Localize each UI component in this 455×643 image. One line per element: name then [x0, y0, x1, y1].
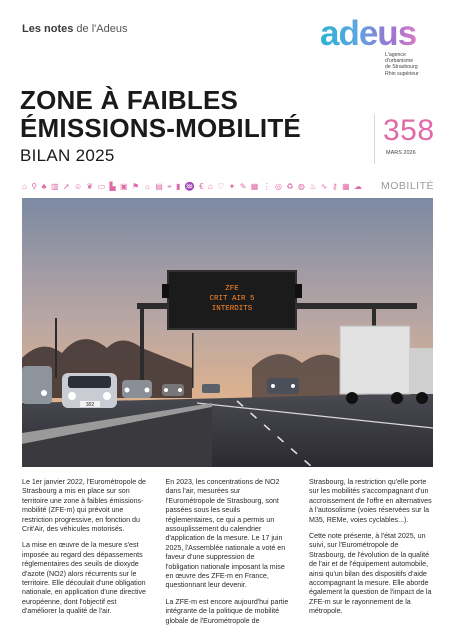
school-icon: ⌂: [207, 182, 213, 191]
text-column-1: [22, 478, 146, 633]
issue-date: MARS 2026: [386, 150, 416, 156]
train-icon: ▣: [120, 182, 128, 191]
bicycle-icon: ⚲: [31, 182, 38, 191]
agency-line: L'agence: [385, 52, 406, 58]
map-pin-icon: ⌖: [167, 182, 172, 191]
grid-icon: ▦: [342, 182, 350, 191]
wave-icon: ∿: [320, 182, 328, 191]
series-name: [22, 23, 127, 35]
series-name-bold: Les notes: [22, 23, 74, 35]
heart-icon: ♡: [217, 182, 225, 191]
agency-line: de Strasbourg: [385, 64, 418, 71]
paragraph: Strasbourg, la restriction qu'elle porte sur les mobilités s'accompagnant d'un accroissement de l'offre en alternatives à l'autosolisme (voies réservées sur la M35, REMe, voies cyclables...).: [309, 478, 432, 524]
page-title: [20, 86, 301, 142]
adeus-logo: [320, 16, 438, 52]
flag-icon: ⚑: [131, 182, 140, 191]
agency-line: Rhin supérieur: [385, 70, 419, 77]
intro-text-columns: [22, 478, 433, 633]
title-line-1: ZONE À FAIBLES: [20, 85, 239, 115]
factory-icon: ▙: [109, 182, 116, 191]
leaf-icon: ❦: [86, 182, 94, 191]
rubric-label: MOBILITÉ: [381, 180, 435, 192]
text-column-3: [309, 478, 433, 633]
license-plate: 302: [85, 402, 95, 408]
highway-zfe-sign-photo: [22, 198, 433, 467]
paragraph: La mise en œuvre de la mesure s'est imposée au regard des dépassements réglementaires des seuils de dioxyde d'azote (NO2) alors récurrents sur le territoire. Elle découlait d'une obligation nationale, en application d'une directive européenne, dont l'objectif est d'améliorer la qualité de l'air.: [22, 541, 147, 616]
shop-icon: ▦: [250, 182, 259, 191]
people-icon: ☺: [74, 182, 83, 191]
logo-text: adeus: [320, 16, 438, 52]
issue-number: 358: [383, 114, 435, 147]
divider: [374, 114, 375, 164]
house-icon: ⌂: [22, 182, 27, 191]
paragraph: Cette note présente, à l'état 2025, un suivi, sur l'Eurométropole de Strasbourg, de l'évolution de la qualité de l'air et de l'équipement automobile, ainsi qu'un bilan des dispositifs d'aide accompagnant la mesure. Elle aborde également la question de l'impact de la ZFE-m sur le rayonnement de la métropole.: [309, 532, 432, 616]
paragraph: Le 1er janvier 2022, l'Eurométropole de Strasbourg a mis en place sur son territoire une zone à faibles émissions-mobilité (ZFE-m) qui prévoit une restriction progressive, en fonction du Crit'Air, des véhicules motorisés.: [22, 478, 146, 534]
agency-description: [385, 52, 445, 77]
tool-icon: ✎: [239, 182, 247, 191]
bus-icon: ▤: [155, 182, 163, 191]
cover-photo: [22, 198, 433, 467]
target-icon: ◎: [275, 182, 283, 191]
sign-line-3: INTERDITS: [211, 305, 253, 313]
sun-icon: ☼: [143, 182, 151, 191]
text-column-2: [166, 478, 290, 633]
water-icon: ♒: [184, 182, 195, 191]
sign-line-2: CRIT AIR 5: [209, 295, 255, 303]
page-subtitle: BILAN 2025: [20, 146, 115, 165]
cloud-icon: ☁: [354, 182, 362, 191]
building-icon: ▥: [51, 182, 59, 191]
title-line-2: ÉMISSIONS-MOBILITÉ: [20, 113, 301, 143]
key-icon: ⚷: [331, 182, 338, 191]
chart-icon: ▮: [176, 182, 181, 191]
series-name-light: de l'Adeus: [76, 23, 128, 35]
arrow-icon: ➚: [62, 182, 70, 191]
car-icon: ▭: [97, 182, 106, 191]
sign-line-1: ZFE: [225, 285, 239, 293]
theme-icon-strip: [22, 182, 362, 192]
road-icon: ⋮: [262, 182, 271, 191]
recycle-icon: ♻: [286, 182, 294, 191]
euro-icon: €: [199, 182, 204, 191]
star-icon: ✦: [228, 182, 236, 191]
paragraph: La ZFE-m est encore aujourd'hui partie intégrante de la politique de mobilité globale de l'Eurométropole de: [165, 597, 289, 625]
thermometer-icon: ♨: [309, 182, 317, 191]
globe-icon: ◍: [297, 182, 305, 191]
tree-icon: ♣: [41, 182, 47, 191]
agency-line: d'urbanisme: [385, 58, 414, 65]
paragraph: En 2023, les concentrations de NO2 dans l'air, mesurées sur l'Eurométropole de Strasbourg, sont passées sous les seuils réglementaires, ce qui a permis un assouplissement du calendrier d'application de la mesure. Le 17 juin 2025, l'Assemblée nationale a voté en faveur d'une suppression de l'obligation nationale imposant la mise en œuvre des ZFE-m en France, questionnant leur devenir.: [165, 478, 286, 590]
